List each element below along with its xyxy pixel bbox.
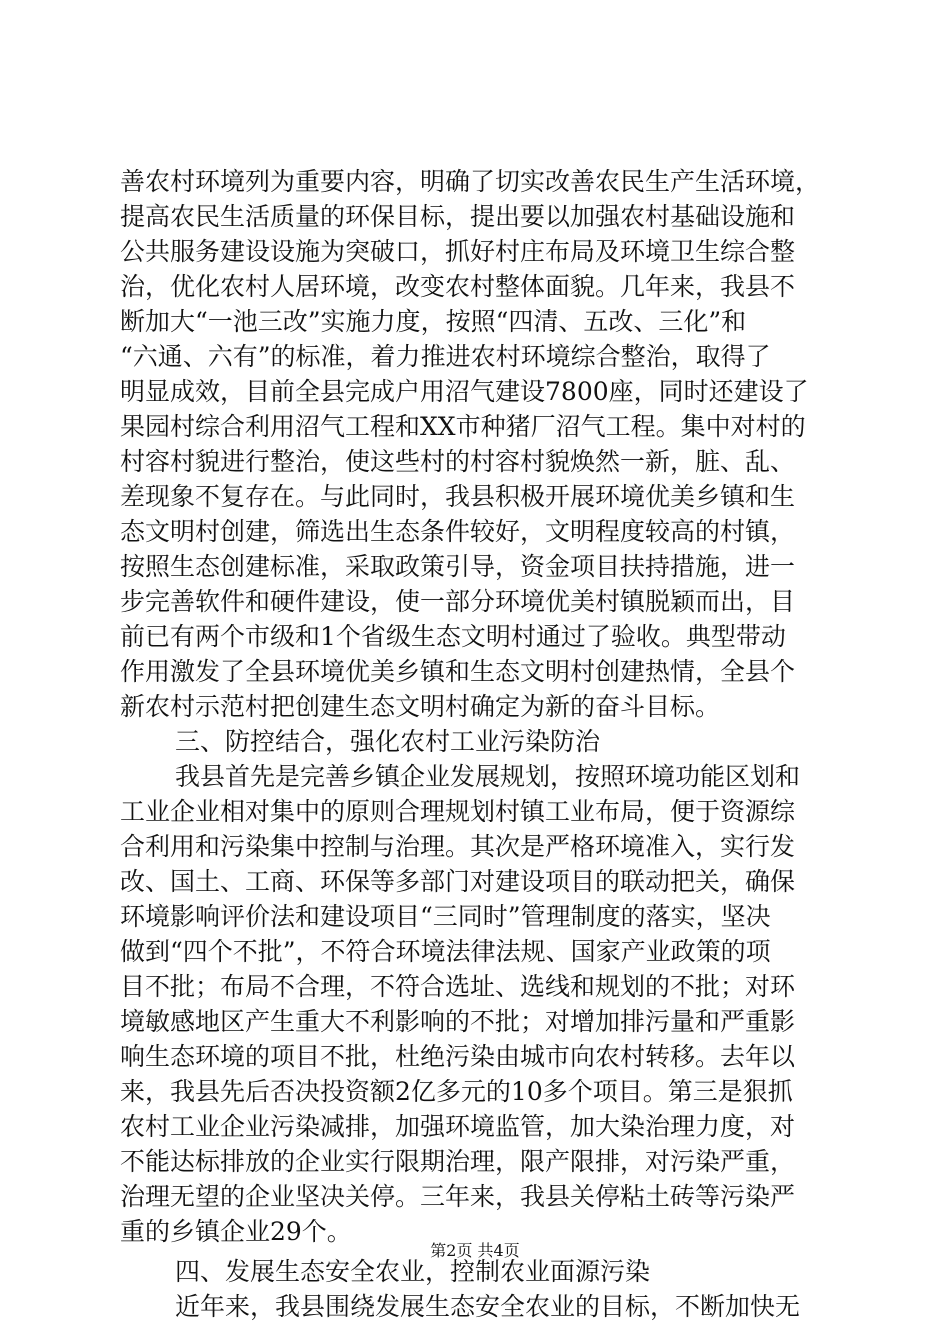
text-line: 村容村貌进行整治，使这些村的村容村貌焕然一新，脏、乱、 bbox=[120, 447, 796, 476]
text-line: 合利用和污染集中控制与治理。其次是严格环境准入，实行发 bbox=[120, 832, 796, 861]
section-heading: 三、防控结合，强化农村工业污染防治 bbox=[175, 727, 601, 756]
text-line: 目不批；布局不合理，不符合选址、选线和规划的不批；对环 bbox=[120, 972, 796, 1001]
text-line: 公共服务建设设施为突破口，抓好村庄布局及环境卫生综合整 bbox=[120, 237, 796, 266]
text-line: 果园村综合利用沼气工程和XX市种猪厂沼气工程。集中对村的 bbox=[120, 412, 806, 441]
text-line: 环境影响评价法和建设项目“三同时”管理制度的落实，坚决 bbox=[120, 902, 771, 931]
text-line: 前已有两个市级和1个省级生态文明村通过了验收。典型带动 bbox=[120, 622, 786, 651]
text-line: 境敏感地区产生重大不利影响的不批；对增加排污量和严重影 bbox=[120, 1007, 796, 1036]
text-line: 新农村示范村把创建生态文明村确定为新的奋斗目标。 bbox=[120, 692, 721, 721]
text-line: 作用激发了全县环境优美乡镇和生态文明村创建热情，全县个 bbox=[120, 657, 796, 686]
text-line: 断加大“一池三改”实施力度，按照“四清、五改、三化”和 bbox=[120, 307, 747, 336]
text-line: 来，我县先后否决投资额2亿多元的10多个项目。第三是狠抓 bbox=[120, 1077, 793, 1106]
text-line: 不能达标排放的企业实行限期治理，限产限排，对污染严重， bbox=[120, 1147, 796, 1176]
text-line: 做到“四个不批”，不符合环境法律法规、国家产业政策的项 bbox=[120, 937, 771, 966]
page-footer: 第2页 共4页 bbox=[430, 1241, 520, 1260]
text-line: 近年来，我县围绕发展生态安全农业的目标，不断加快无 bbox=[175, 1292, 801, 1321]
text-line: 态文明村创建，筛选出生态条件较好，文明程度较高的村镇， bbox=[120, 517, 796, 546]
text-line: 治理无望的企业坚决关停。三年来，我县关停粘土砖等污染严 bbox=[120, 1182, 796, 1211]
text-line: 差现象不复存在。与此同时，我县积极开展环境优美乡镇和生 bbox=[120, 482, 796, 511]
text-line: 改、国土、工商、环保等多部门对建设项目的联动把关，确保 bbox=[120, 867, 796, 896]
text-line: 重的乡镇企业29个。 bbox=[120, 1217, 352, 1246]
text-line: “六通、六有”的标准，着力推进农村环境综合整治，取得了 bbox=[120, 342, 771, 371]
text-line: 善农村环境列为重要内容，明确了切实改善农民生产生活环境， bbox=[120, 167, 821, 196]
text-line: 工业企业相对集中的原则合理规划村镇工业布局，便于资源综 bbox=[120, 797, 796, 826]
text-line: 提高农民生活质量的环保目标，提出要以加强农村基础设施和 bbox=[120, 202, 796, 231]
text-line: 农村工业企业污染减排，加强环境监管，加大染治理力度，对 bbox=[120, 1112, 796, 1141]
text-line: 按照生态创建标准，采取政策引导，资金项目扶持措施，进一 bbox=[120, 552, 796, 581]
text-line: 明显成效，目前全县完成户用沼气建设7800座，同时还建设了 bbox=[120, 377, 809, 406]
section-heading: 四、发展生态安全农业，控制农业面源污染 bbox=[175, 1257, 651, 1286]
text-line: 我县首先是完善乡镇企业发展规划，按照环境功能区划和 bbox=[175, 762, 801, 791]
text-line: 步完善软件和硬件建设，使一部分环境优美村镇脱颖而出，目 bbox=[120, 587, 796, 616]
text-line: 响生态环境的项目不批，杜绝污染由城市向农村转移。去年以 bbox=[120, 1042, 796, 1071]
text-line: 治，优化农村人居环境，改变农村整体面貌。几年来，我县不 bbox=[120, 272, 796, 301]
